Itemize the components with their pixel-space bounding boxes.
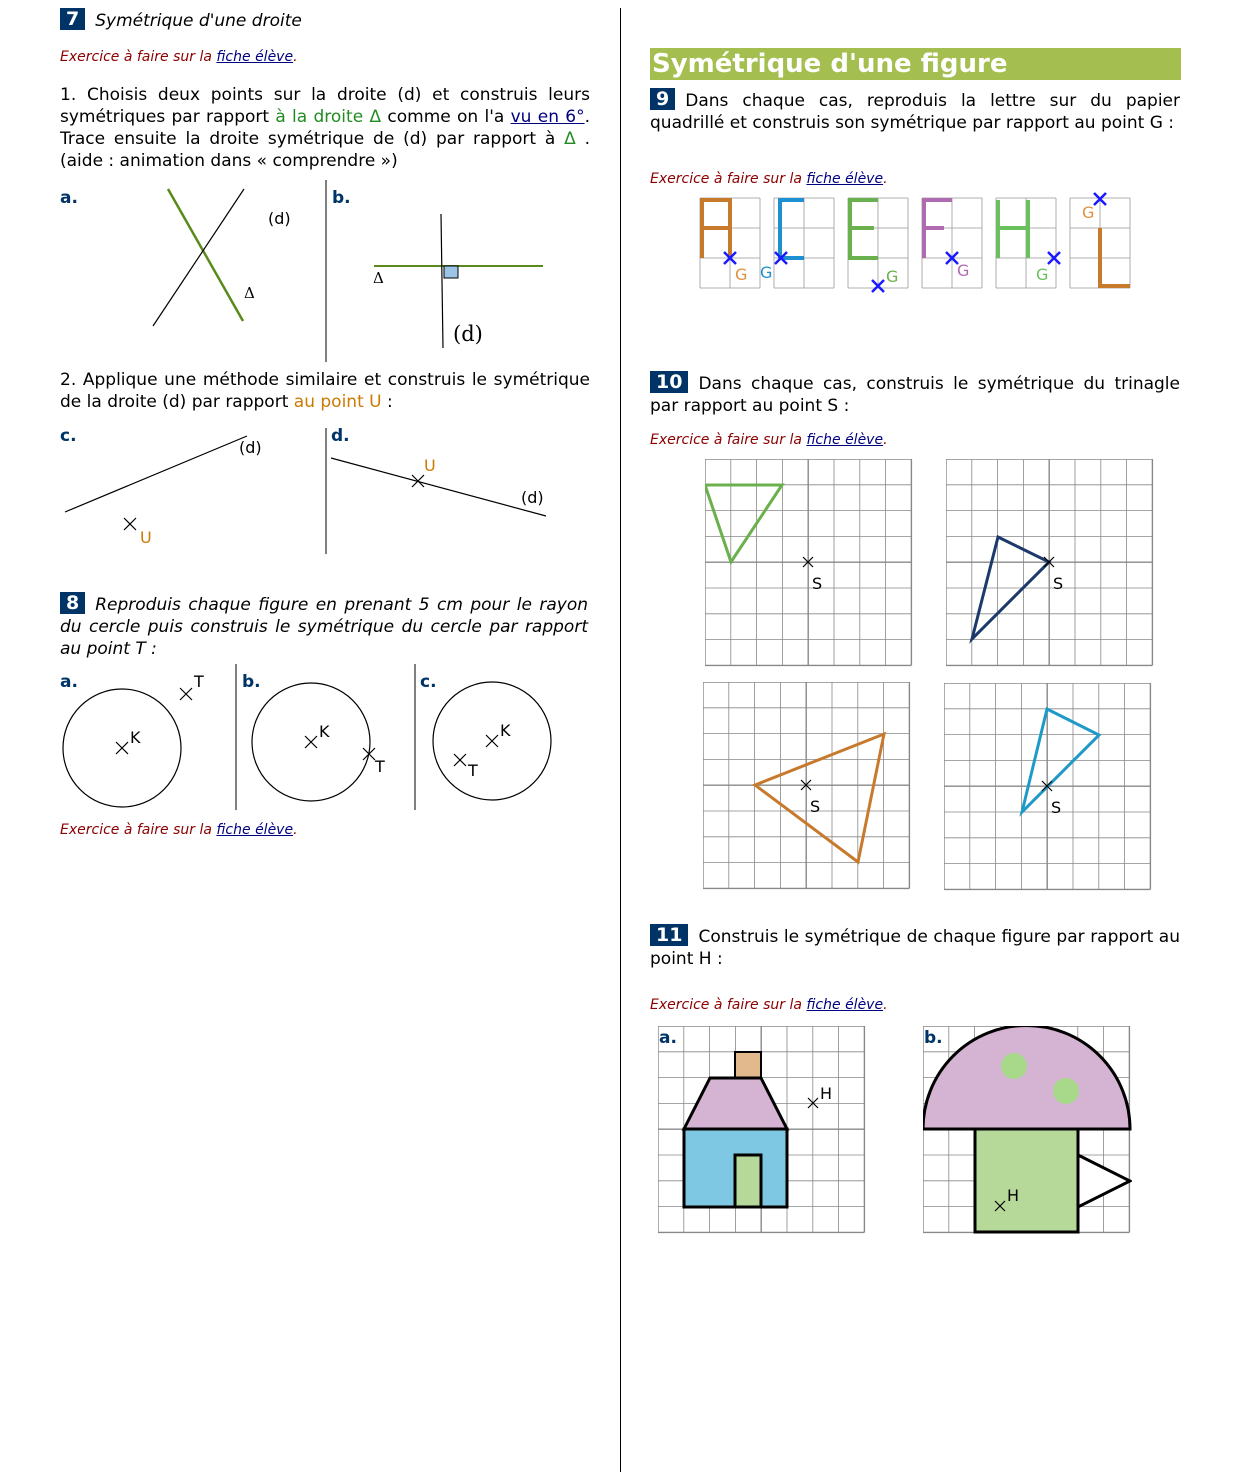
ex7-question1 <box>60 84 590 172</box>
fig-b-label: b. <box>242 672 261 692</box>
fig-b-label: b. <box>924 1028 943 1048</box>
ex8-instruction: Reproduis chaque figure en prenant 5 cm pour le rayon du cercle puis construis le symétrique du cercle par rapport au point T : <box>60 595 588 659</box>
s-label: S <box>1051 798 1062 817</box>
q1-text-d: . (aide : animation dans « comprendre ») <box>60 129 590 171</box>
fiche-eleve-link-11[interactable]: fiche élève <box>806 997 884 1013</box>
letter-stroke <box>850 200 878 258</box>
s-label: S <box>810 797 821 816</box>
letter-f <box>922 198 982 288</box>
letter-stroke <box>924 200 952 258</box>
u-label: U <box>140 528 152 547</box>
delta-label: Δ <box>244 284 255 302</box>
note-text: Exercice à faire sur la <box>650 997 807 1013</box>
ex11-mushroom-figure <box>923 1026 1132 1235</box>
mushroom-cap <box>923 1026 1130 1129</box>
k-label: K <box>319 722 330 741</box>
q1-delta: Δ <box>564 129 576 149</box>
fiche-eleve-link-10[interactable]: fiche élève <box>806 432 884 448</box>
g-label: G <box>735 265 748 284</box>
ex11-note <box>650 997 888 1013</box>
ex7-title: Symétrique d'une droite <box>95 11 302 31</box>
letter-l <box>1070 193 1130 288</box>
vu-en-6-link[interactable]: vu en 6° <box>510 107 585 127</box>
g-label: G <box>886 267 899 286</box>
ex8-number: 8 <box>60 592 85 614</box>
q1-text-c: . Trace ensuite la droite symétrique de (d) par rapport à <box>60 107 590 149</box>
letter-a <box>700 198 760 288</box>
door <box>735 1155 761 1207</box>
letter-stroke <box>780 200 804 258</box>
fig-c-label: c. <box>420 672 437 692</box>
point-t-cross <box>454 754 466 766</box>
q2-text: 2. Applique une méthode similaire et construis le symétrique de la droite (d) par rapport <box>60 370 590 412</box>
letter-grid <box>774 198 834 288</box>
ex10-grid-2 <box>946 459 1154 668</box>
g-label: G <box>1082 203 1095 222</box>
mushroom-stem <box>975 1129 1078 1232</box>
letter-stroke <box>998 200 1028 258</box>
letter-grid <box>922 198 982 288</box>
line-d <box>153 189 244 326</box>
ex8-note <box>60 822 298 838</box>
d-label: (d) <box>268 209 291 228</box>
letter-e <box>848 198 908 292</box>
g-label: G <box>1036 265 1049 284</box>
ex7-question2 <box>60 369 590 413</box>
ex10-grid-4 <box>944 683 1152 892</box>
fig-a-label: a. <box>60 188 78 208</box>
section-title: Symétrique d'une figure <box>650 48 1181 80</box>
q1-text: 1. Choisis deux points sur la droite (d) et construis leurs symétriques par rapport <box>60 85 590 127</box>
cap-dot <box>1053 1078 1079 1104</box>
g-label: G <box>957 261 970 280</box>
ex10-instruction: Dans chaque cas, construis le symétrique du trinagle par rapport au point S : <box>650 374 1180 416</box>
note-text: Exercice à faire sur la <box>60 822 217 838</box>
ex9-number: 9 <box>650 88 675 110</box>
line-d <box>441 214 443 348</box>
note-text: Exercice à faire sur la <box>650 171 807 187</box>
ex11-house-figure <box>658 1026 866 1235</box>
ex7-number: 7 <box>60 8 85 30</box>
center-k-cross <box>305 736 317 748</box>
letter-c <box>760 198 834 288</box>
ex9-instruction: Dans chaque cas, reproduis la lettre sur du papier quadrillé et construis son symétrique par rapport au point G : <box>650 91 1180 133</box>
ex10-grid-1 <box>705 459 913 668</box>
ex10-note <box>650 432 888 448</box>
point-u-cross <box>124 518 136 530</box>
ex11-number: 11 <box>650 924 688 946</box>
fig-a-label: a. <box>659 1028 677 1048</box>
letter-grid <box>848 198 908 288</box>
k-label: K <box>130 728 141 747</box>
center-k-cross <box>116 742 128 754</box>
ex7-header <box>60 8 600 33</box>
note-end: . <box>293 822 298 838</box>
q2-point-u: au point U <box>293 392 382 412</box>
ex10-text <box>650 371 1180 417</box>
ex9-note <box>650 171 888 187</box>
d-label: (d) <box>521 488 544 507</box>
t-label: T <box>375 757 385 776</box>
ex10-number: 10 <box>650 371 688 393</box>
q1-text-b: comme on l'a <box>381 107 511 127</box>
h-label: H <box>820 1084 833 1103</box>
fig-c-label: c. <box>60 426 77 446</box>
fig-d-label: d. <box>331 426 350 446</box>
point-u-cross <box>412 475 424 487</box>
d-label: (d) <box>239 438 262 457</box>
q1-delta-line: à la droite Δ <box>275 107 382 127</box>
fig-a-label: a. <box>60 672 78 692</box>
note-text: Exercice à faire sur la <box>60 49 217 65</box>
ex8-text <box>60 592 588 660</box>
fig-b-label: b. <box>332 188 351 208</box>
letter-stroke <box>702 200 730 258</box>
q2-text-b: : <box>381 392 393 412</box>
ex7-figures-ab <box>55 180 555 365</box>
t-label: T <box>194 672 204 691</box>
note-end: . <box>883 432 888 448</box>
s-label: S <box>1053 574 1064 593</box>
center-k-cross <box>486 735 498 747</box>
ex8-figures <box>55 664 565 814</box>
h-label: H <box>1007 1186 1020 1205</box>
line-d <box>65 436 247 512</box>
column-divider <box>620 8 621 1472</box>
right-angle-mark <box>444 266 458 278</box>
delta-line <box>168 189 243 321</box>
chimney <box>735 1052 761 1078</box>
cap-dot <box>1001 1053 1027 1079</box>
g-label: G <box>760 263 773 282</box>
point-t-cross <box>180 688 192 700</box>
u-label: U <box>424 456 436 475</box>
line-d <box>331 458 546 516</box>
ex11-instruction: Construis le symétrique de chaque figure par rapport au point H : <box>650 927 1180 969</box>
fiche-eleve-link-9[interactable]: fiche élève <box>806 171 884 187</box>
ex7-figures-cd <box>55 424 555 556</box>
ex11-text <box>650 924 1180 970</box>
t-label: T <box>468 761 478 780</box>
letter-stroke <box>1100 228 1130 286</box>
note-end: . <box>293 49 298 65</box>
note-end: . <box>883 171 888 187</box>
ex9-text <box>650 88 1180 134</box>
note-text: Exercice à faire sur la <box>650 432 807 448</box>
k-label: K <box>500 721 511 740</box>
ex9-letters <box>690 188 1170 298</box>
roof <box>684 1078 787 1129</box>
triangle <box>705 485 782 562</box>
delta-label: Δ <box>373 269 384 287</box>
ex10-grid-3 <box>703 682 911 891</box>
ex7-note <box>60 49 298 65</box>
fiche-eleve-link-8[interactable]: fiche élève <box>216 822 294 838</box>
letter-h <box>996 198 1060 288</box>
note-end: . <box>883 997 888 1013</box>
d-label: (d) <box>453 322 483 346</box>
fiche-eleve-link-7[interactable]: fiche élève <box>216 49 294 65</box>
s-label: S <box>812 574 823 593</box>
